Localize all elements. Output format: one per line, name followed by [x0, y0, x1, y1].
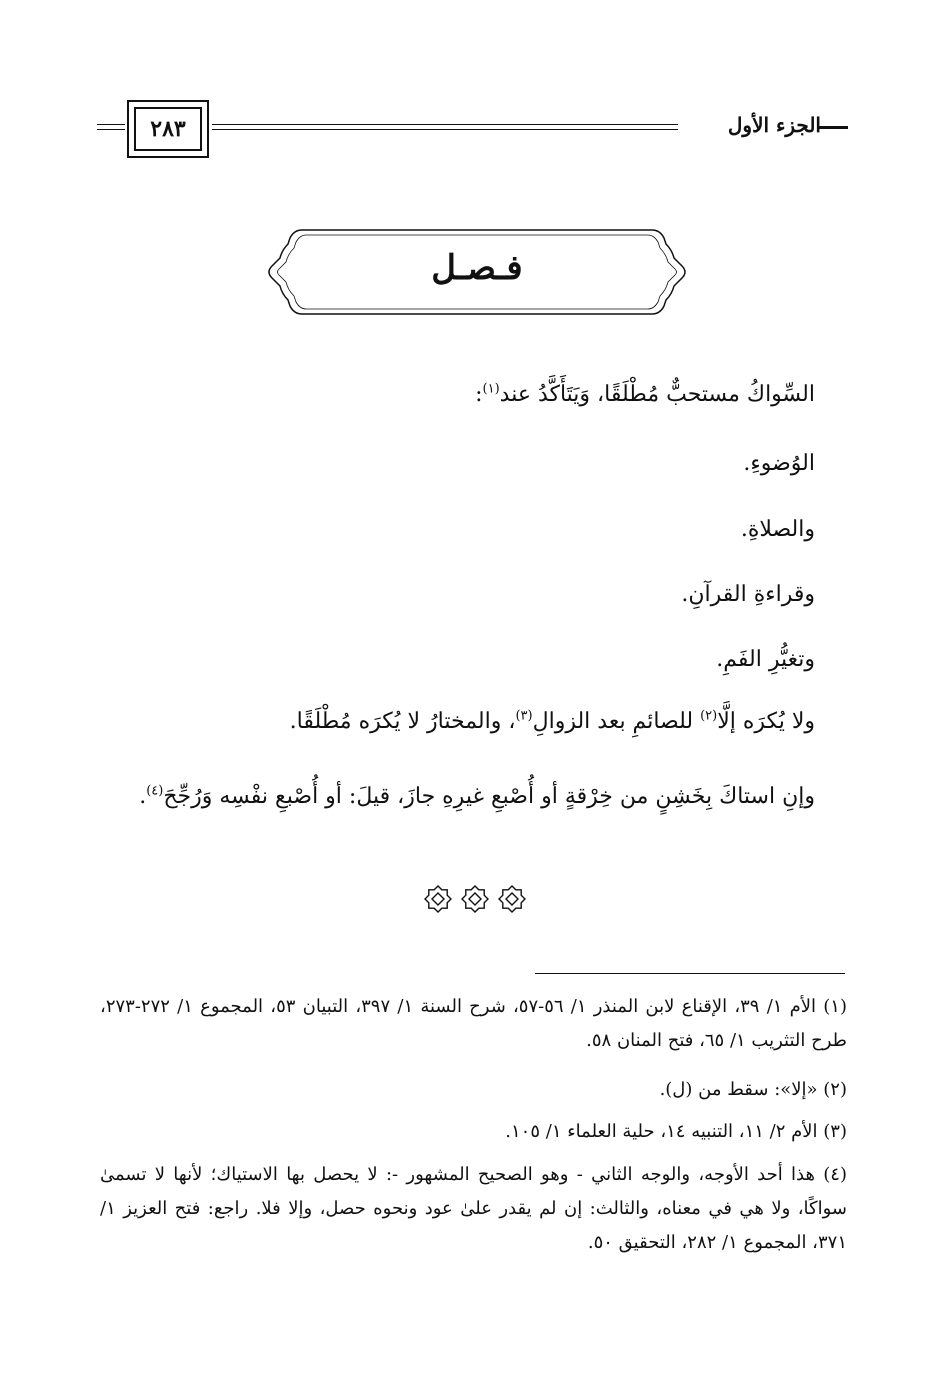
header-rule-right [818, 126, 848, 129]
footnote-4: (٤) هذا أحد الأوجه، والوجه الثاني - وهو الصحيح المشهور -: لا يحصل بها الاستياك؛ لأنها لا تسمىٰ سواكًا، ولا هي في معناه، والثالث: إن لم يقدر علىٰ عود ونحوه حصل، وإلا فلا. راجع: فتح العزيز ١/ ٣٧١، المجموع ١/ ٢٨٢، التحقيق ٥٠. [100, 1164, 847, 1253]
paragraph-3 [108, 770, 815, 824]
footnote-separator [535, 973, 845, 974]
paragraph-1 [108, 378, 815, 412]
running-title: الجزء الأول [727, 113, 821, 137]
footnote-ref-1: (١) [482, 381, 500, 397]
footnote-ref-3: (٣) [515, 708, 533, 724]
paragraph-1-end: : [475, 382, 483, 407]
section-end-ornament [420, 882, 530, 916]
paragraph-3-text: وإنِ استاكَ بِخَشِنٍ من خِرْقةٍ أو أُصْبعِ غيرِهِ جازَ، قيلَ: أو أُصْبعِ نفْسِه وَرُجِّحَ [163, 784, 815, 809]
list-item-quran: وقراءةِ القرآنِ. [681, 582, 815, 607]
header-rule-left-top [97, 124, 125, 125]
chapter-title: فـصـل [431, 248, 523, 288]
page-number: ٢٨٣ [134, 107, 202, 151]
footnote-ref-2: (٢) [700, 708, 718, 724]
footnote-2: (٢) «إلا»: سقط من (ل). [659, 1079, 847, 1100]
star-ornament-icon [462, 886, 488, 912]
paragraph-1-text: السِّواكُ مستحبٌّ مُطْلَقًا، وَيَتَأَكَّدُ عند [499, 382, 815, 407]
footnote-3: (٣) الأم ٢/ ١١، التنبيه ١٤، حلية العلماء ١/ ١٠٥. [505, 1121, 847, 1142]
footnote-ref-4: (٤) [146, 783, 164, 799]
paragraph-2-part-c: ، والمختارُ لا يُكرَه مُطْلَقًا. [289, 709, 516, 734]
star-ornament-icon [499, 886, 525, 912]
list-item-mouth: وتغيُّرِ الفَمِ. [716, 647, 815, 672]
paragraph-2 [108, 705, 815, 739]
paragraph-3-end: . [139, 784, 147, 809]
star-ornament-icon [425, 886, 451, 912]
header-rule-middle-bottom [212, 129, 678, 130]
list-item-wudu: الوُضوءِ. [743, 451, 815, 476]
header-rule-middle-top [212, 124, 678, 125]
paragraph-2-part-b: للصائمِ بعد الزوالِ [532, 709, 701, 734]
paragraph-2-part-a: ولا يُكرَه إلَّا [717, 709, 815, 734]
header-rule-left-bottom [97, 129, 125, 130]
list-item-salah: والصلاةِ. [740, 517, 815, 542]
footnote-1: (١) الأم ١/ ٣٩، الإقناع لابن المنذر ١/ ٥٦-٥٧، شرح السنة ١/ ٣٩٧، التبيان ٥٣، المجموع ١/ ٢٧٢-٢٧٣، طرح التثريب ١/ ٦٥، فتح المنان ٥٨. [100, 996, 847, 1051]
page-number-box [127, 100, 209, 158]
